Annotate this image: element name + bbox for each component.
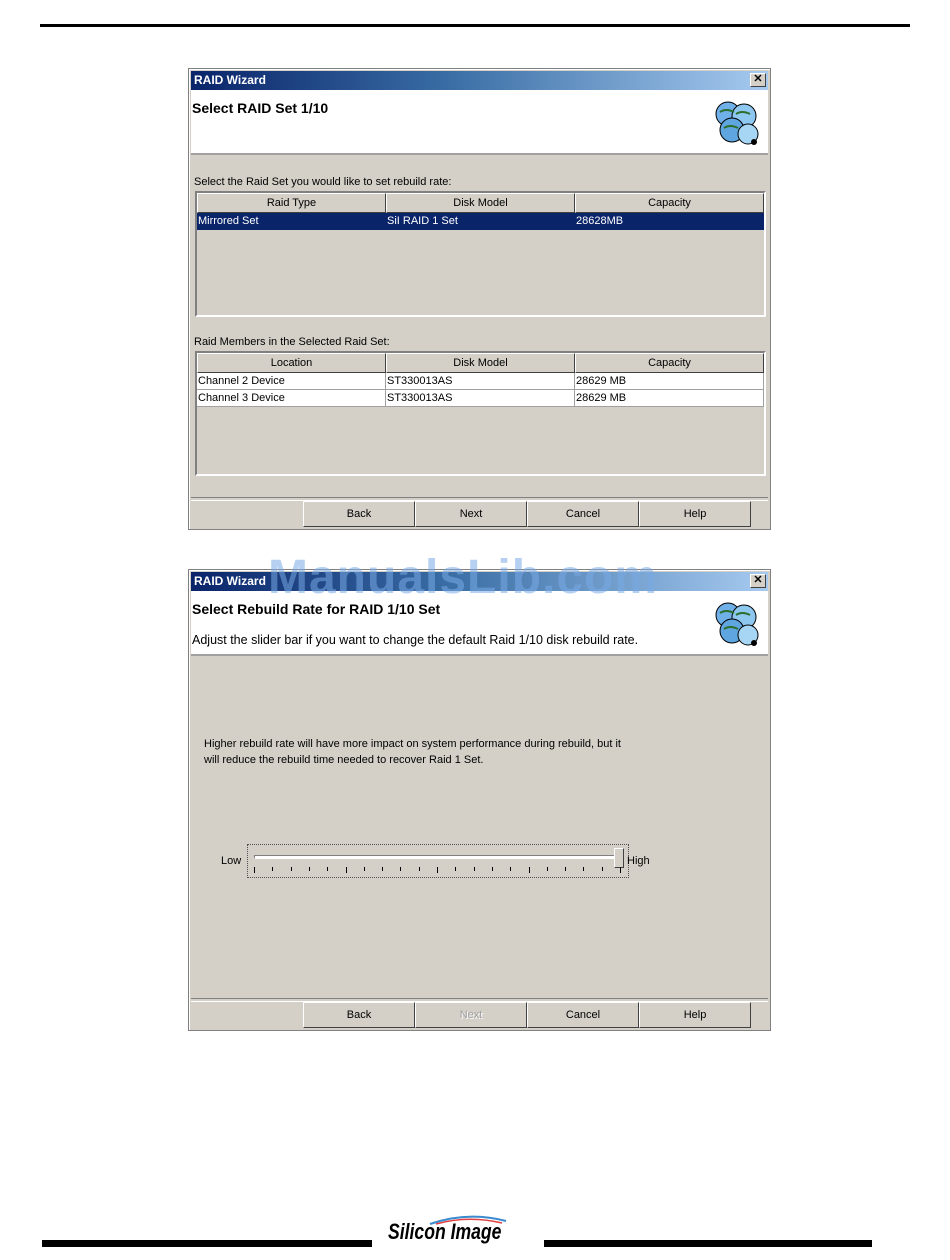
slider-tick — [510, 867, 511, 871]
button-bar — [191, 499, 768, 527]
cell-capacity: 28629 MB — [575, 390, 764, 407]
cell-disk-model: SiI RAID 1 Set — [386, 213, 575, 230]
page-title: Select Rebuild Rate for RAID 1/10 Set — [192, 601, 441, 617]
slider-tick — [400, 867, 401, 871]
select-set-label: Select the Raid Set you would like to set rebuild rate: — [194, 176, 452, 188]
raid-wizard-dialog-rebuild-rate — [188, 569, 771, 1031]
slider-tick — [602, 867, 603, 871]
slider-tick — [492, 867, 493, 871]
help-button[interactable]: Help — [639, 1002, 751, 1028]
raid-members-table — [195, 351, 766, 476]
table-row[interactable] — [197, 373, 764, 390]
cell-location: Channel 3 Device — [197, 390, 386, 407]
slider-track[interactable] — [254, 855, 620, 859]
column-header-disk-model[interactable]: Disk Model — [386, 193, 575, 213]
slider-tick — [309, 867, 310, 871]
silicon-image-logo — [388, 1215, 518, 1255]
window-title: RAID Wizard — [194, 574, 266, 588]
table-row[interactable] — [197, 213, 764, 230]
raid-globe-icon — [708, 595, 764, 651]
close-icon: ✕ — [753, 574, 763, 586]
close-button[interactable] — [750, 73, 766, 87]
slider-tick — [272, 867, 273, 871]
slider-tick — [583, 867, 584, 871]
cell-disk-model: ST330013AS — [386, 373, 575, 390]
window-title: RAID Wizard — [194, 73, 266, 87]
cell-raid-type: Mirrored Set — [197, 213, 386, 230]
members-label: Raid Members in the Selected Raid Set: — [194, 336, 390, 348]
column-header-disk-model[interactable]: Disk Model — [386, 353, 575, 373]
slider-tick — [327, 867, 328, 871]
column-header-raid-type[interactable]: Raid Type — [197, 193, 386, 213]
next-button[interactable]: Next — [415, 501, 527, 527]
column-header-location[interactable]: Location — [197, 353, 386, 373]
watermark: ManualsLib.com — [268, 551, 659, 604]
raid-wizard-dialog-select-set — [188, 68, 771, 530]
bottom-rule-left — [42, 1240, 372, 1247]
slider-tick — [382, 867, 383, 871]
logo-text: Silicon Image — [388, 1219, 502, 1244]
slider-tick — [419, 867, 420, 871]
bottom-rule-right — [544, 1240, 872, 1247]
top-rule — [40, 24, 910, 27]
explanation-line: Higher rebuild rate will have more impact on system performance during rebuild, but it — [204, 738, 621, 750]
explanation-line: will reduce the rebuild time needed to recover Raid 1 Set. — [204, 754, 484, 766]
slider-tick — [565, 867, 566, 871]
back-button[interactable]: Back — [303, 501, 415, 527]
slider-thumb[interactable] — [614, 848, 624, 868]
slider-tick — [455, 867, 456, 871]
cell-disk-model: ST330013AS — [386, 390, 575, 407]
cell-location: Channel 2 Device — [197, 373, 386, 390]
slider-high-label: High — [627, 855, 650, 867]
next-button[interactable]: Next — [415, 1002, 527, 1028]
close-button[interactable] — [750, 574, 766, 588]
column-header-capacity[interactable]: Capacity — [575, 193, 764, 213]
slider-tick — [620, 867, 621, 873]
cell-capacity: 28628MB — [575, 213, 764, 230]
rebuild-rate-slider[interactable] — [247, 844, 629, 878]
cell-capacity: 28629 MB — [575, 373, 764, 390]
raid-globe-icon — [708, 94, 764, 150]
page-title: Select RAID Set 1/10 — [192, 100, 329, 116]
back-button[interactable]: Back — [303, 1002, 415, 1028]
cancel-button[interactable]: Cancel — [527, 501, 639, 527]
close-icon: ✕ — [753, 73, 763, 85]
raid-set-table — [195, 191, 766, 317]
help-button[interactable]: Help — [639, 501, 751, 527]
slider-tick — [437, 867, 438, 873]
page-subtitle: Adjust the slider bar if you want to change the default Raid 1/10 disk rebuild rate. — [192, 633, 639, 647]
slider-tick — [547, 867, 548, 871]
title-bar[interactable] — [191, 71, 768, 90]
slider-tick — [474, 867, 475, 871]
table-row[interactable] — [197, 390, 764, 407]
rebuild-explanation — [204, 736, 674, 768]
wizard-header — [191, 90, 768, 155]
slider-tick — [529, 867, 530, 873]
slider-tick — [291, 867, 292, 871]
slider-tick — [364, 867, 365, 871]
button-bar — [191, 1000, 768, 1028]
column-header-capacity[interactable]: Capacity — [575, 353, 764, 373]
slider-tick — [254, 867, 255, 873]
cancel-button[interactable]: Cancel — [527, 1002, 639, 1028]
slider-low-label: Low — [221, 855, 242, 867]
slider-tick — [346, 867, 347, 873]
